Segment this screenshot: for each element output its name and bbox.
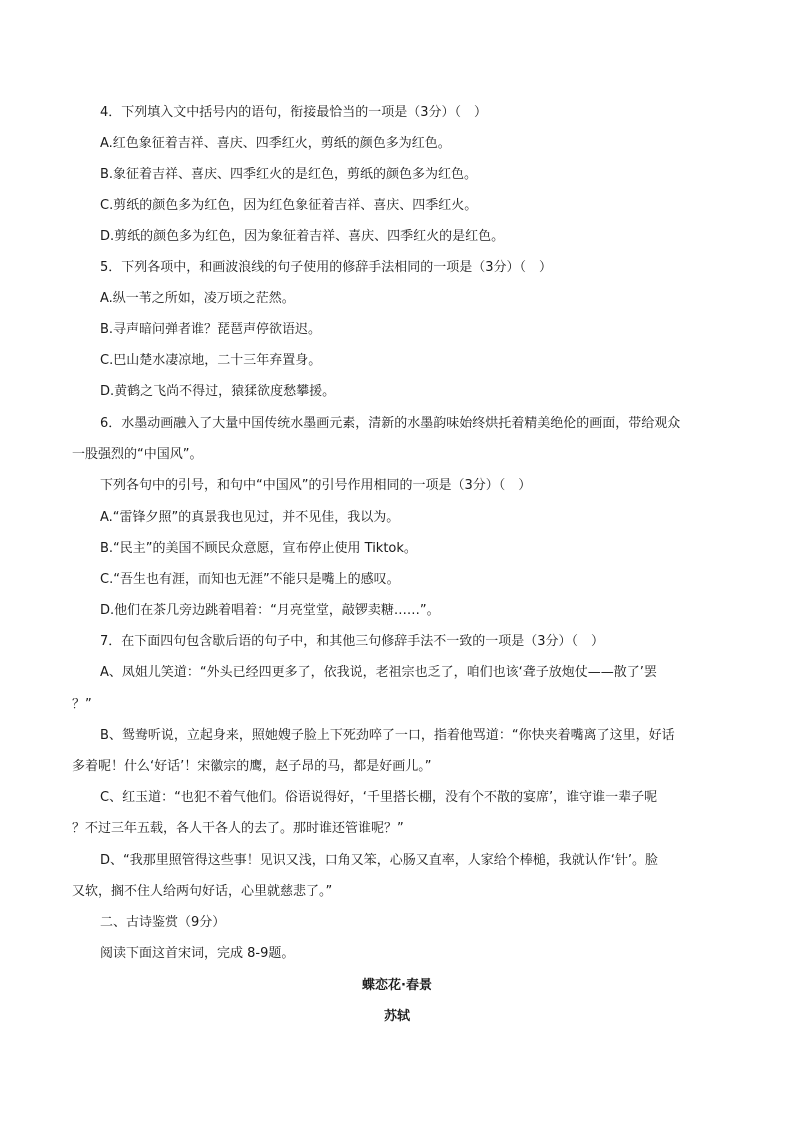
question-6-stem-line2: 一股强烈的“中国风”。 bbox=[72, 447, 203, 462]
question-4-stem: 4．下列填入文中括号内的语句，衔接最恰当的一项是（3分）（ ） bbox=[100, 105, 488, 120]
question-5-stem: 5．下列各项中，和画波浪线的句子使用的修辞手法相同的一项是（3分）（ ） bbox=[100, 260, 553, 275]
section-2-intro: 阅读下面这首宋词，完成 8-9题。 bbox=[100, 946, 295, 961]
question-7-option-d-line2: 又软，搁不住人给两句好话，心里就慈悲了。” bbox=[72, 884, 333, 899]
question-6-stem-line1: 6．水墨动画融入了大量中国传统水墨画元素，清新的水墨韵味始终烘托着精美绝伦的画面，带给观众 bbox=[100, 416, 681, 431]
question-6-option-c: C.“吾生也有涯，而知也无涯”不能只是嘴上的感叹。 bbox=[100, 572, 400, 587]
question-4-option-d: D.剪纸的颜色多为红色，因为象征着吉祥、喜庆、四季红火的是红色。 bbox=[100, 229, 505, 244]
question-7-option-a-line2: ？” bbox=[72, 697, 92, 712]
question-4-option-c: C.剪纸的颜色多为红色，因为红色象征着吉祥、喜庆、四季红火。 bbox=[100, 198, 478, 213]
question-5-option-c: C.巴山楚水凄凉地，二十三年弃置身。 bbox=[100, 353, 322, 368]
question-6-option-a: A.“雷锋夕照”的真景我也见过，并不见佳，我以为。 bbox=[100, 510, 400, 525]
poem-title: 蝶恋花·春景 bbox=[362, 978, 432, 993]
question-5-option-a: A.纵一苇之所如，凌万顷之茫然。 bbox=[100, 291, 295, 306]
question-5-option-b: B.寻声暗问弹者谁？琵琶声停欲语迟。 bbox=[100, 322, 322, 337]
question-7-option-d-line1: D、“我那里照管得这些事！见识又浅，口角又笨，心肠又直率，人家给个棒槌，我就认作‘针’。脸 bbox=[100, 853, 659, 868]
question-7-option-b-line2: 多着呢！什么‘好话’！宋徽宗的鹰，赵子昂的马，都是好画儿。” bbox=[72, 759, 432, 774]
question-7-option-b-line1: B、鸳鸯听说，立起身来，照她嫂子脸上下死劲啐了一口，指着他骂道：“你快夹着嘴离了这里，好话 bbox=[100, 728, 675, 743]
question-7-option-a-line1: A、凤姐儿笑道：“外头已经四更多了，依我说，老祖宗也乏了，咱们也该‘聋子放炮仗——散了’罢 bbox=[100, 665, 657, 680]
question-7-option-c-line1: C、红玉道：“也犯不着气他们。俗语说得好，‘千里搭长棚，没有个不散的宴席’，谁守谁一辈子呢 bbox=[100, 790, 658, 805]
poem-author: 苏轼 bbox=[383, 1009, 410, 1024]
question-5-option-d: D.黄鹤之飞尚不得过，猿猱欲度愁攀援。 bbox=[100, 384, 336, 399]
section-2-heading: 二、古诗鉴赏（9分） bbox=[100, 915, 226, 930]
question-4-option-b: B.象征着吉祥、喜庆、四季红火的是红色，剪纸的颜色多为红色。 bbox=[100, 167, 478, 182]
question-7-stem: 7．在下面四句包含歇后语的句子中，和其他三句修辞手法不一致的一项是（3分）（ ） bbox=[100, 634, 605, 649]
question-6-option-d: D.他们在茶几旁边跳着唱着：“月亮堂堂，敲锣卖糖……”。 bbox=[100, 603, 440, 618]
question-4-option-a: A.红色象征着吉祥、喜庆、四季红火，剪纸的颜色多为红色。 bbox=[100, 136, 451, 151]
question-6-sub-stem: 下列各句中的引号，和句中“中国风”的引号作用相同的一项是（3分）（ ） bbox=[100, 478, 532, 493]
question-7-option-c-line2: ？不过三年五载，各人干各人的去了。那时谁还管谁呢？” bbox=[72, 821, 404, 836]
question-6-option-b: B.“民主”的美国不顾民众意愿，宣布停止使用 Tiktok。 bbox=[100, 541, 417, 556]
